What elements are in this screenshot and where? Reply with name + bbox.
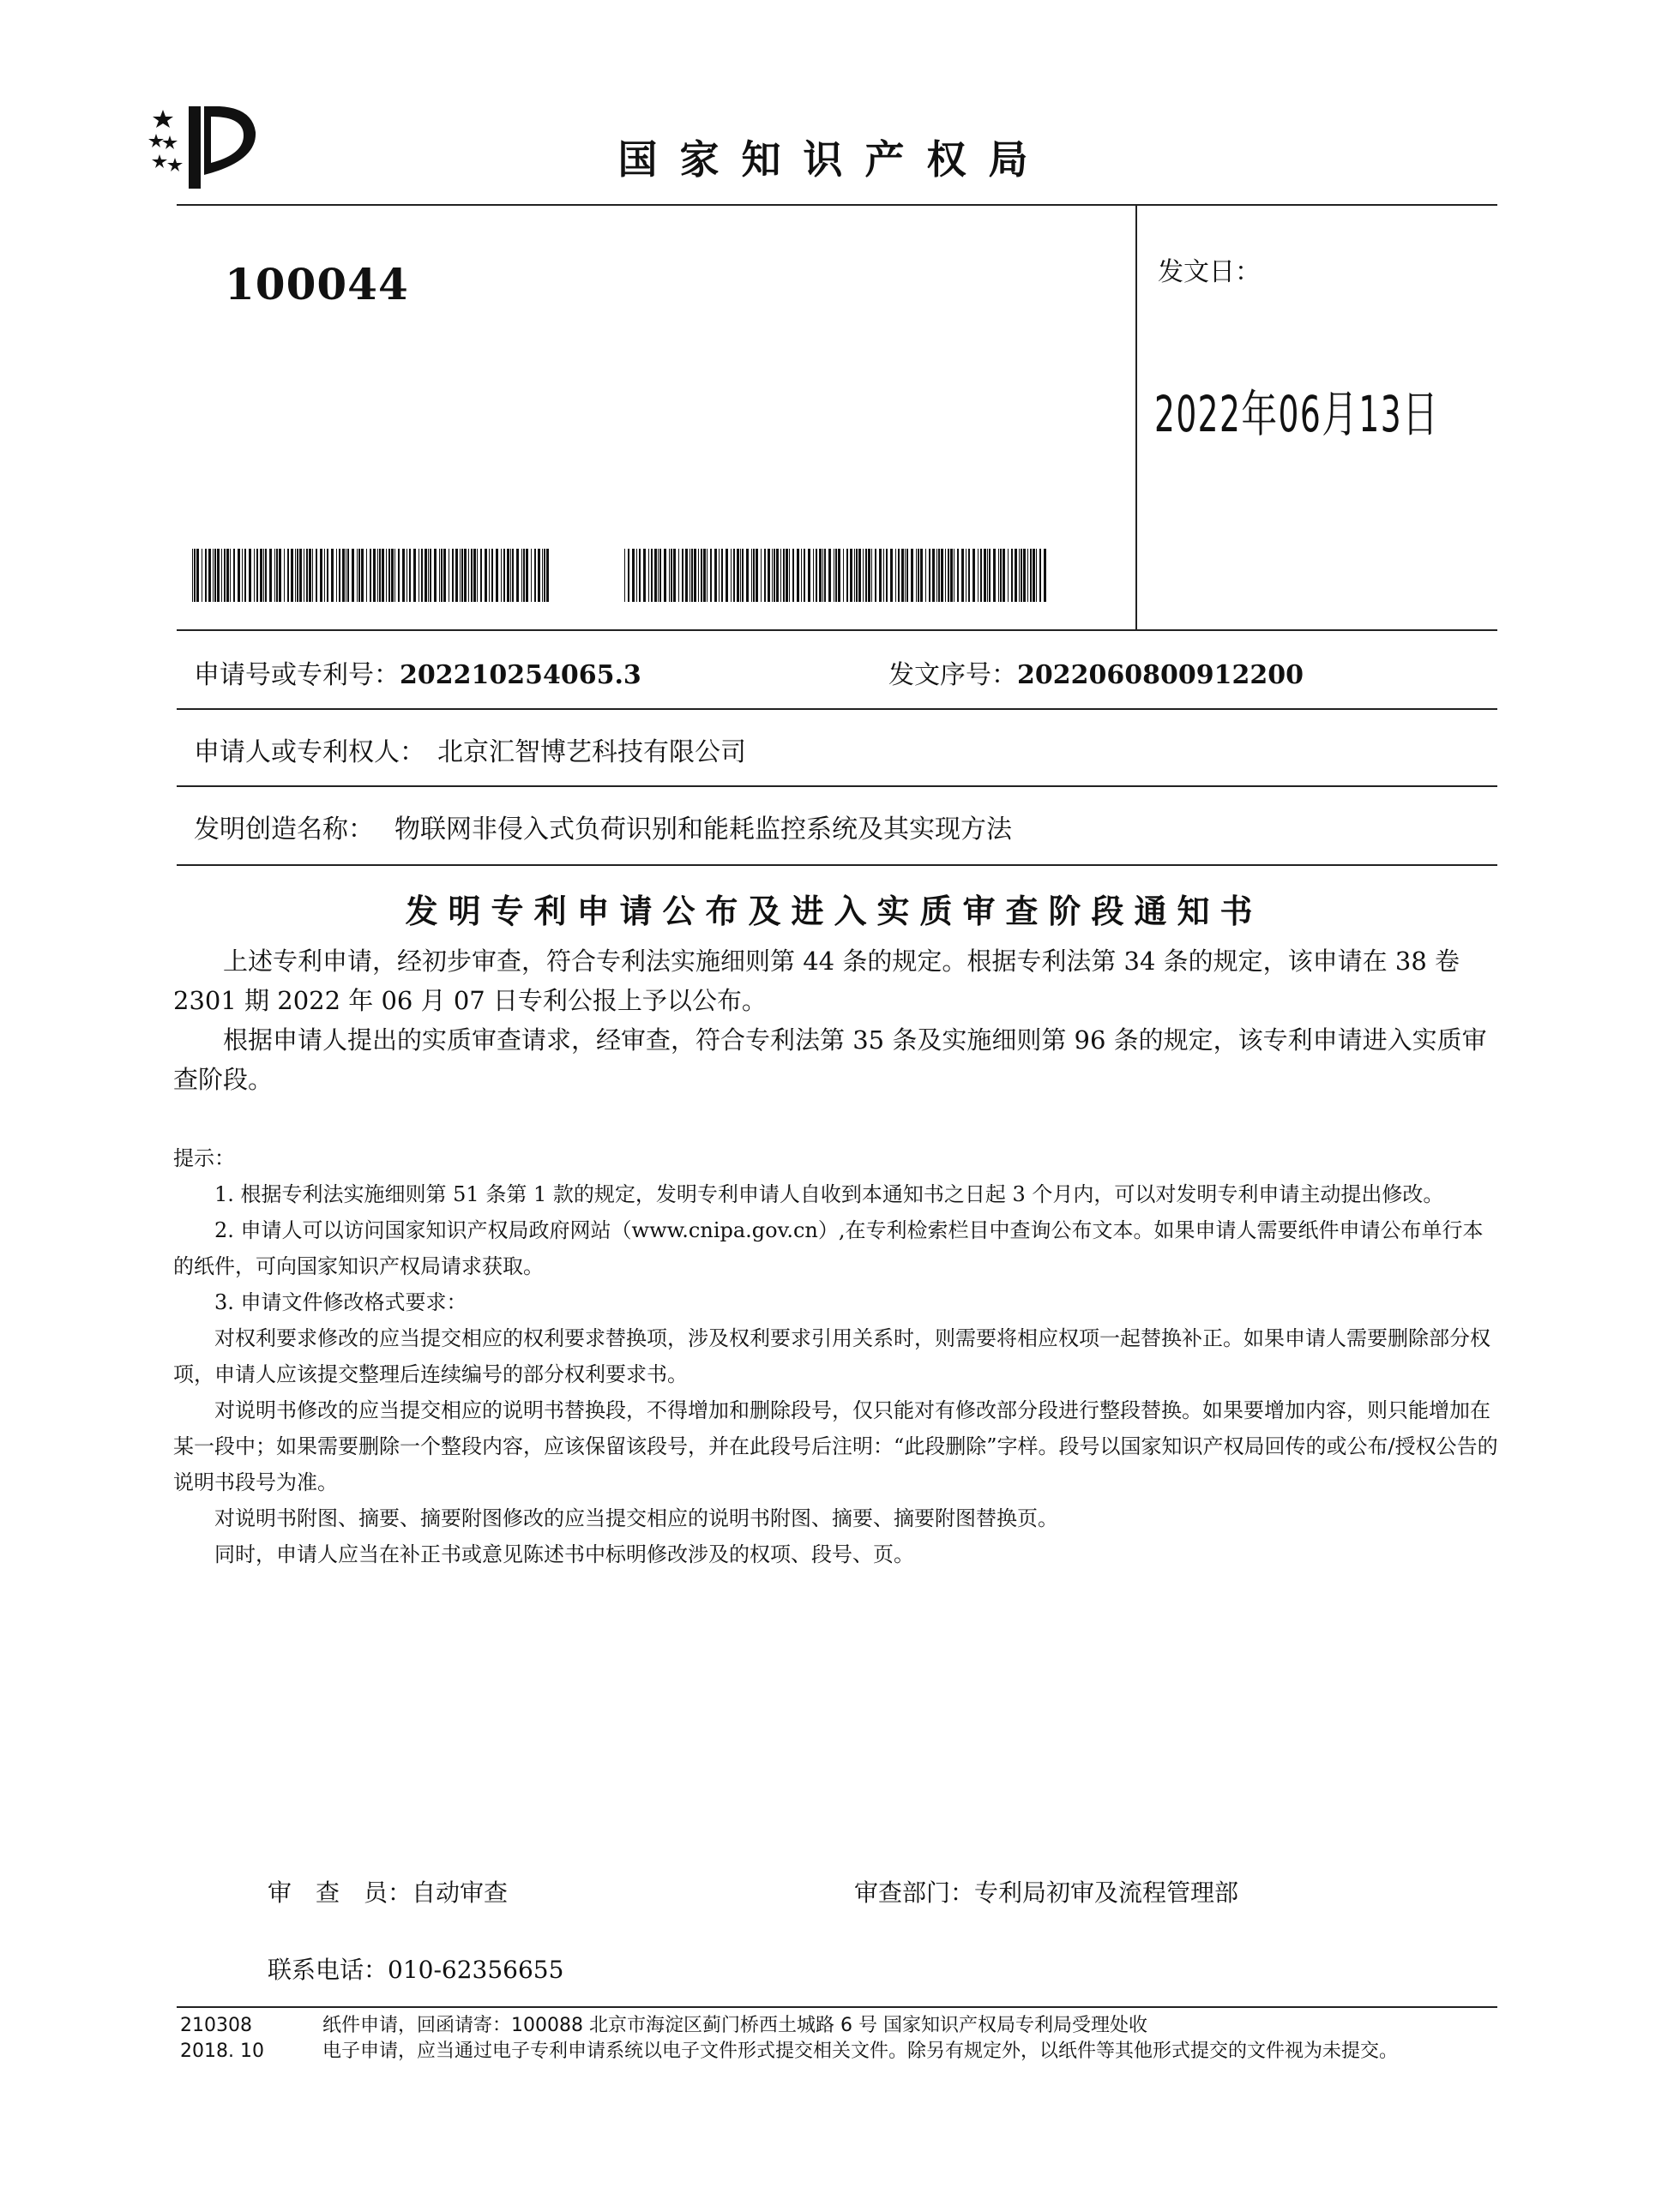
notice-title: 发明专利申请公布及进入实质审查阶段通知书 [405,893,1263,930]
notice-paragraph: 上述专利申请，经初步审查，符合专利法实施细则第 44 条的规定。根据专利法第 34 条的规定，该申请在 38 卷 2301 期 2022 年 06 月 07 日专利公报上予以公布。 [173,947,1460,1015]
field-rule [177,864,1497,866]
invention-label: 发明创造名称： [194,814,374,845]
notice-paragraph: 根据申请人提出的实质审查请求，经审查，符合专利法第 35 条及实施细则第 96 条的规定，该专利申请进入实质审查阶段。 [173,1025,1487,1094]
tip-item: 2. 申请人可以访问国家知识产权局政府网站（www.cnipa.gov.cn）,在专利检索栏目中查询公布文本。如果申请人需要纸件申请公布单行本的纸件，可向国家知识产权局请求获取。 [173,1218,1484,1278]
document-serial-row [888,653,1304,691]
tip-item: 1. 根据专利法实施细则第 51 条第 1 款的规定，发明专利申请人自收到本通知书之日起 3 个月内，可以对发明专利申请主动提出修改。 [214,1182,1444,1206]
department-row [854,1874,1238,1908]
postcode: 100044 [225,259,409,310]
tip-item: 同时，申请人应当在补正书或意见陈述书中标明修改涉及的权项、段号、页。 [214,1542,914,1566]
examiner-row [268,1874,508,1908]
examiner-name: 自动审查 [412,1878,509,1907]
phone-row [268,1951,563,1986]
top-block-rule [177,629,1497,631]
notice-body [173,941,1498,1099]
field-rule [177,785,1497,787]
footer-rule [177,2006,1497,2008]
barcode [192,549,551,602]
date-column-divider [1135,204,1137,629]
issue-date-label: 发文日： [1158,257,1261,287]
office-name: 国家知识产权局 [617,136,1051,183]
tips-section [173,1140,1498,1572]
department-label: 审查部门： [854,1878,975,1907]
tips-heading: 提示： [173,1146,235,1170]
invention-row [194,808,1012,845]
issue-date-value: 2022年06月13日 [1154,385,1440,443]
application-number-label: 申请号或专利号： [194,660,400,690]
examiner-label: 审 查 员： [268,1878,412,1907]
field-rule [177,708,1497,710]
application-number: 202210254065.3 [400,660,641,690]
tip-item: 对说明书修改的应当提交相应的说明书替换段，不得增加和删除段号，仅只能对有修改部分段进行整段替换。如果要增加内容，则只能增加在某一段中；如果需要删除一个整段内容，应该保留该段号，并在此段号后注明：“此段删除”字样。段号以国家知识产权局回传的或公布/授权公告的说明书段号为准。 [173,1398,1498,1494]
tip-item: 对权利要求修改的应当提交相应的权利要求替换项，涉及权利要求引用关系时，则需要将相应权项一起替换补正。如果申请人需要删除部分权项，申请人应该提交整理后连续编号的部分权利要求书。 [173,1326,1490,1386]
phone-number: 010-62356655 [388,1956,564,1984]
barcode [624,549,1050,602]
document-serial-label: 发文序号： [888,660,1017,690]
invention-title: 物联网非侵入式负荷识别和能耗监控系统及其实现方法 [394,814,1012,845]
tip-item: 对说明书附图、摘要、摘要附图修改的应当提交相应的说明书附图、摘要、摘要附图替换页。 [214,1506,1058,1530]
application-number-row [194,653,641,691]
footer-electronic-note: 电子申请，应当通过电子专利申请系统以电子文件形式提交相关文件。除另有规定外，以纸件等其他形式提交的文件视为未提交。 [322,2041,1399,2062]
footer-mail-note: 纸件申请，回函请寄：100088 北京市海淀区蓟门桥西土城路 6 号 国家知识产权局专利局受理处收 [322,2015,1147,2036]
form-date: 2018. 10 [180,2041,264,2062]
applicant-row [194,730,746,768]
form-code: 210308 [180,2015,252,2036]
header-rule [177,204,1497,206]
department-name: 专利局初审及流程管理部 [974,1878,1239,1907]
tip-item: 3. 申请文件修改格式要求： [214,1290,467,1314]
applicant-name: 北京汇智博艺科技有限公司 [437,737,746,767]
applicant-label: 申请人或专利权人： [194,737,425,767]
phone-label: 联系电话： [268,1956,388,1984]
document-serial: 2022060800912200 [1017,660,1304,690]
